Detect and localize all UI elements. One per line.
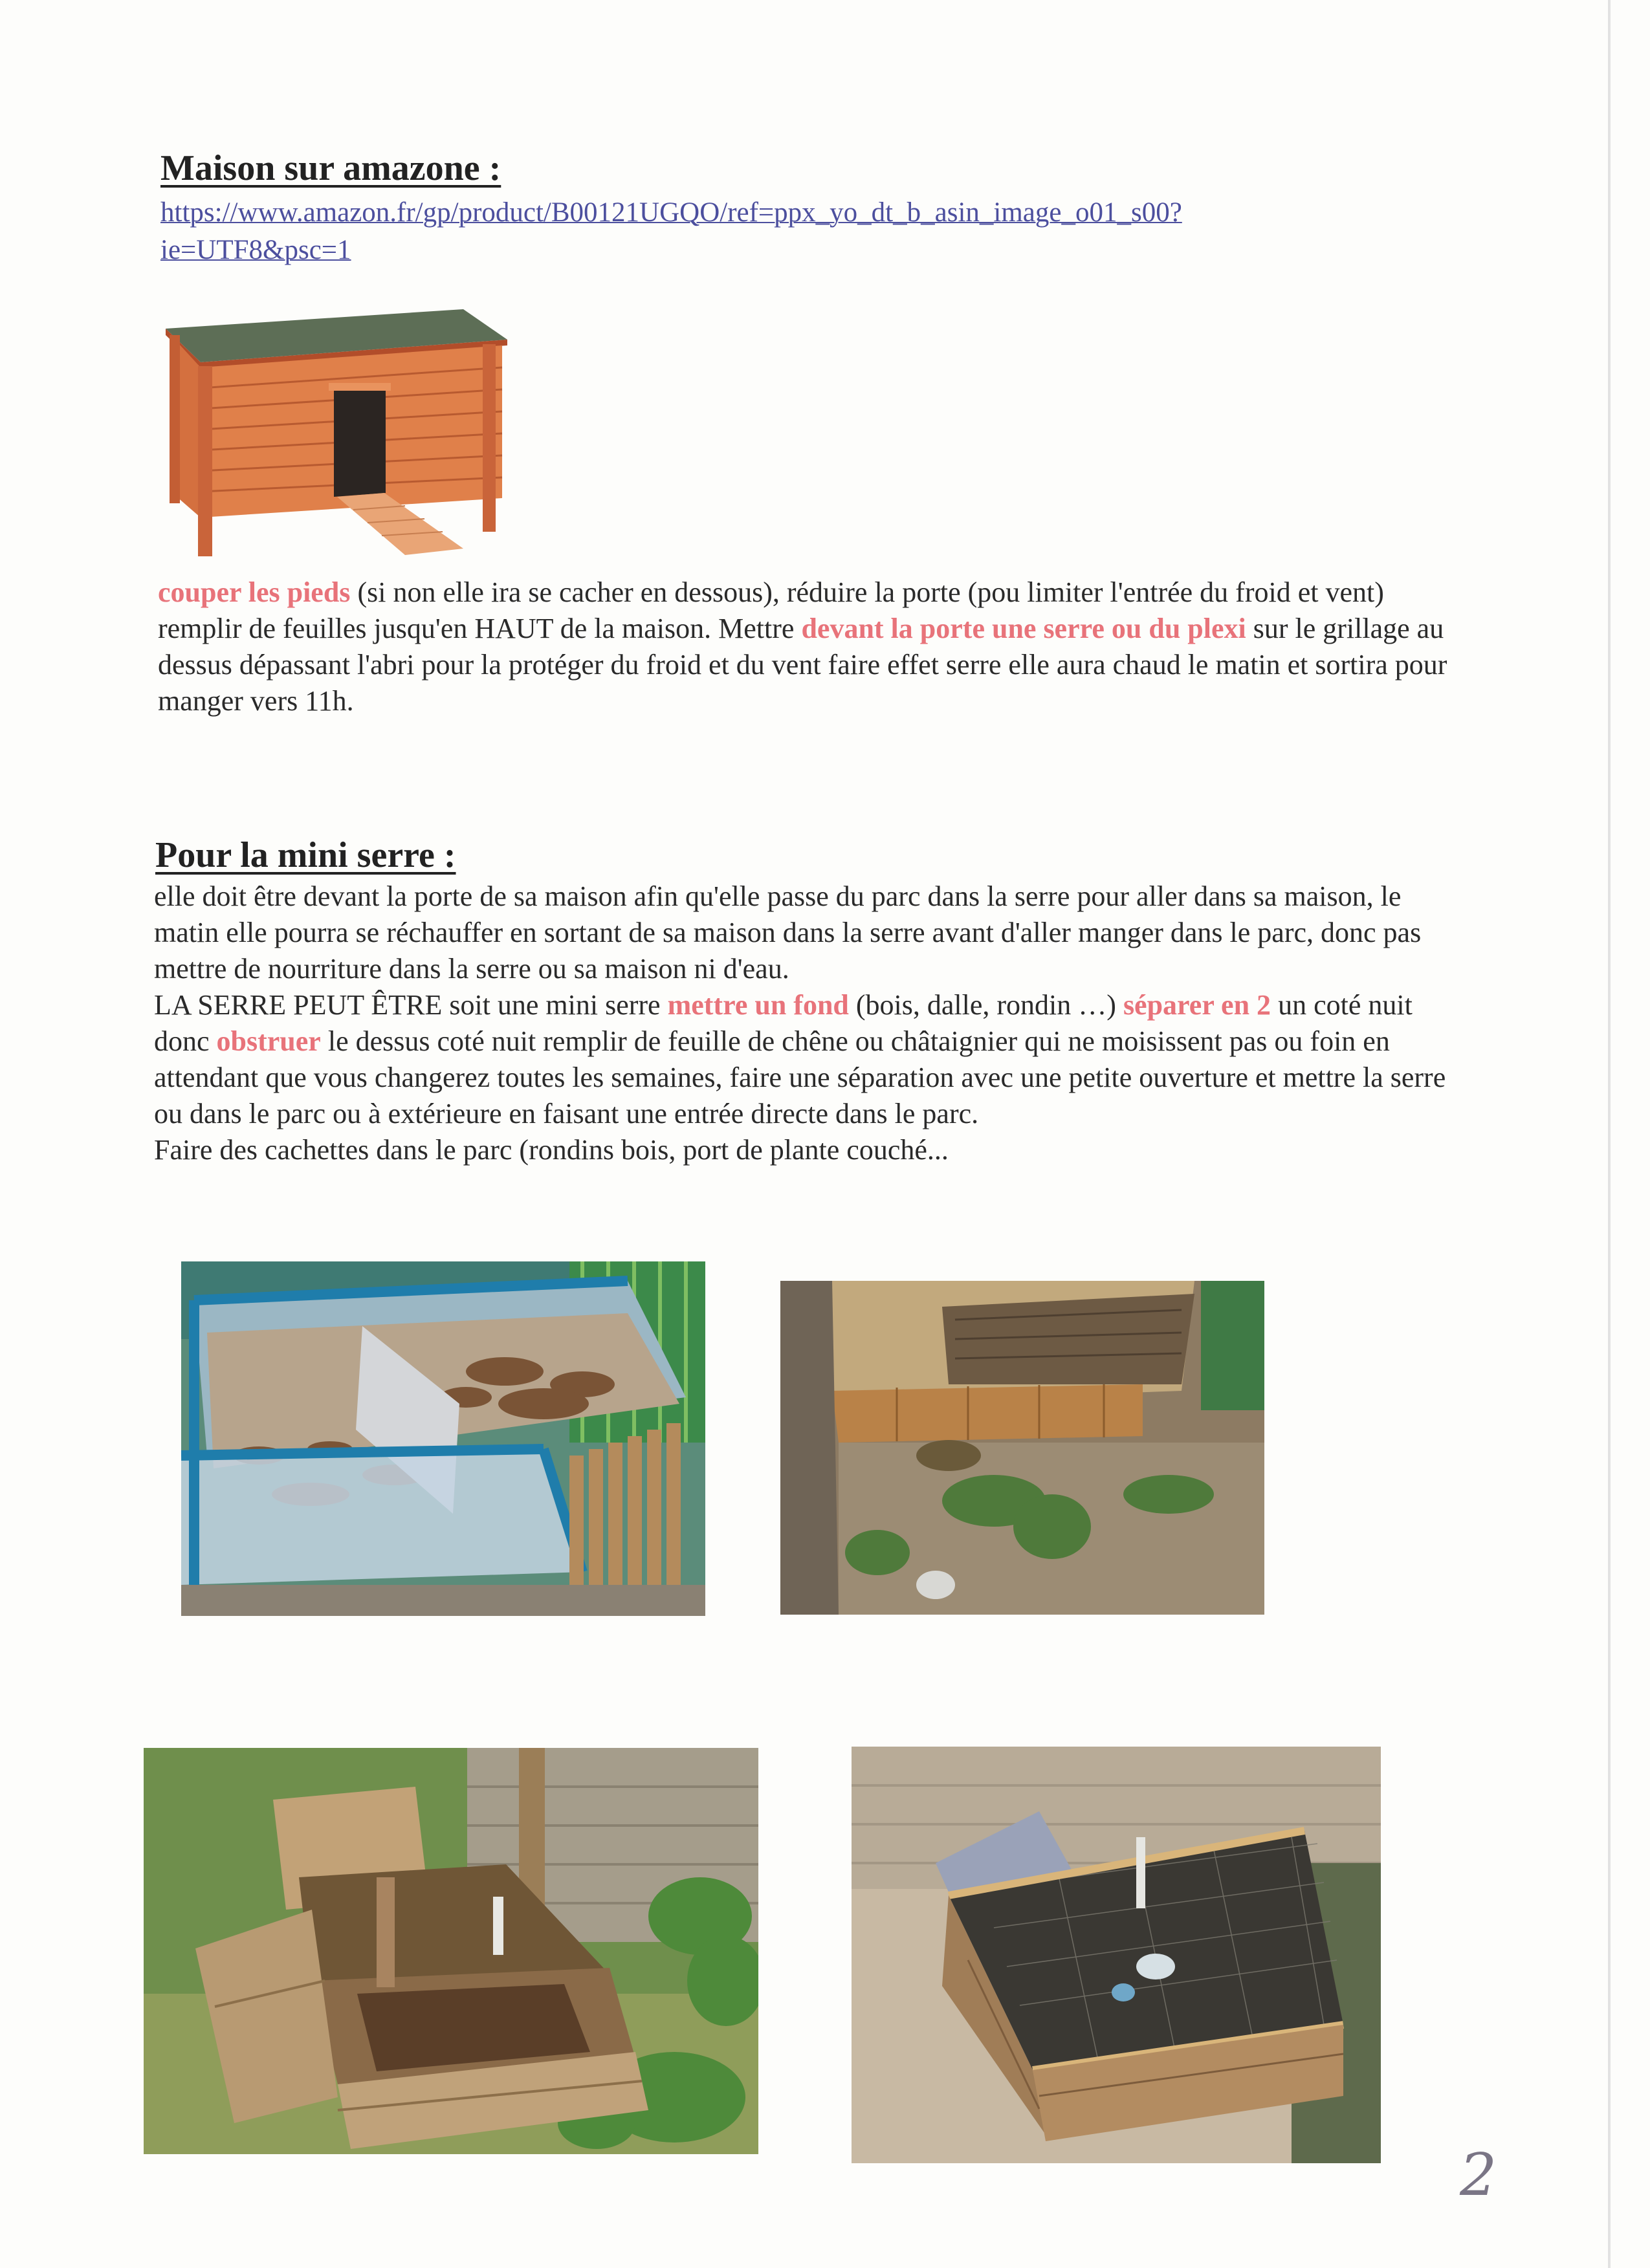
serre-text-4: le dessus coté nuit remplir de feuille de chêne ou châtaignier qui ne moisissent pas ou foin en attendant que vous changerez toutes les semaines, faire une séparation avec une petite ouverture et mettre la serre ou dans le parc ou à extérieure en faisant une entrée directe dans le parc. <box>154 1025 1446 1129</box>
photo-mini-greenhouse <box>181 1261 705 1616</box>
house-text-2: sur le grillage au dessus dépassant l'abri pour la protéger du froid et du vent faire effet serre elle aura chaud le matin et sortira pour manger vers 11h. <box>158 613 1447 717</box>
house-text-1: (si non elle ira se cacher en dessous), réduire la porte (pou limiter l'entrée du froid et vent) remplir de feuilles jusqu'en HAUT de la maison. Mettre <box>158 576 1384 644</box>
serre-paragraph-2 <box>154 987 1455 1132</box>
scan-edge <box>1608 0 1611 2268</box>
serre-text-3: un coté nuit donc <box>154 989 1413 1057</box>
highlight-couper-pieds: couper les pieds <box>158 576 351 608</box>
photo-mesh-frame <box>852 1747 1381 2163</box>
highlight-obstruer: obstruer <box>216 1025 321 1057</box>
highlight-mettre-fond: mettre un fond <box>667 989 849 1021</box>
serre-text-2: (bois, dalle, rondin …) <box>848 989 1123 1021</box>
link-line-1: https://www.amazon.fr/gp/product/B00121UGQO/ref=ppx_yo_dt_b_asin_image_o01_s00? <box>160 197 1182 228</box>
section-heading-maison: Maison sur amazone : <box>160 148 501 188</box>
serre-text-1: LA SERRE PEUT ÊTRE soit une mini serre <box>154 989 668 1021</box>
house-image <box>159 304 512 556</box>
highlight-separer: séparer en 2 <box>1123 989 1271 1021</box>
photo-enclosure <box>780 1281 1264 1615</box>
serre-instructions <box>154 878 1455 1168</box>
section-heading-mini-serre: Pour la mini serre : <box>155 835 456 875</box>
serre-paragraph-1: elle doit être devant la porte de sa maison afin qu'elle passe du parc dans la serre pour aller dans sa maison, le matin elle pourra se réchauffer en sortant de sa maison dans la serre avant d'aller manger dans le parc, donc pas mettre de nourriture dans la serre ou sa maison ni d'eau. <box>154 880 1422 985</box>
serre-paragraph-3: Faire des cachettes dans le parc (rondins bois, port de plante couché... <box>154 1134 949 1166</box>
house-instructions <box>158 574 1452 719</box>
amazon-link[interactable] <box>160 194 1390 269</box>
highlight-devant-porte: devant la porte une serre ou du plexi <box>801 613 1246 644</box>
photo-wooden-box <box>144 1748 758 2154</box>
link-line-2: ie=UTF8&psc=1 <box>160 235 351 265</box>
page-number: 2 <box>1460 2141 1497 2209</box>
